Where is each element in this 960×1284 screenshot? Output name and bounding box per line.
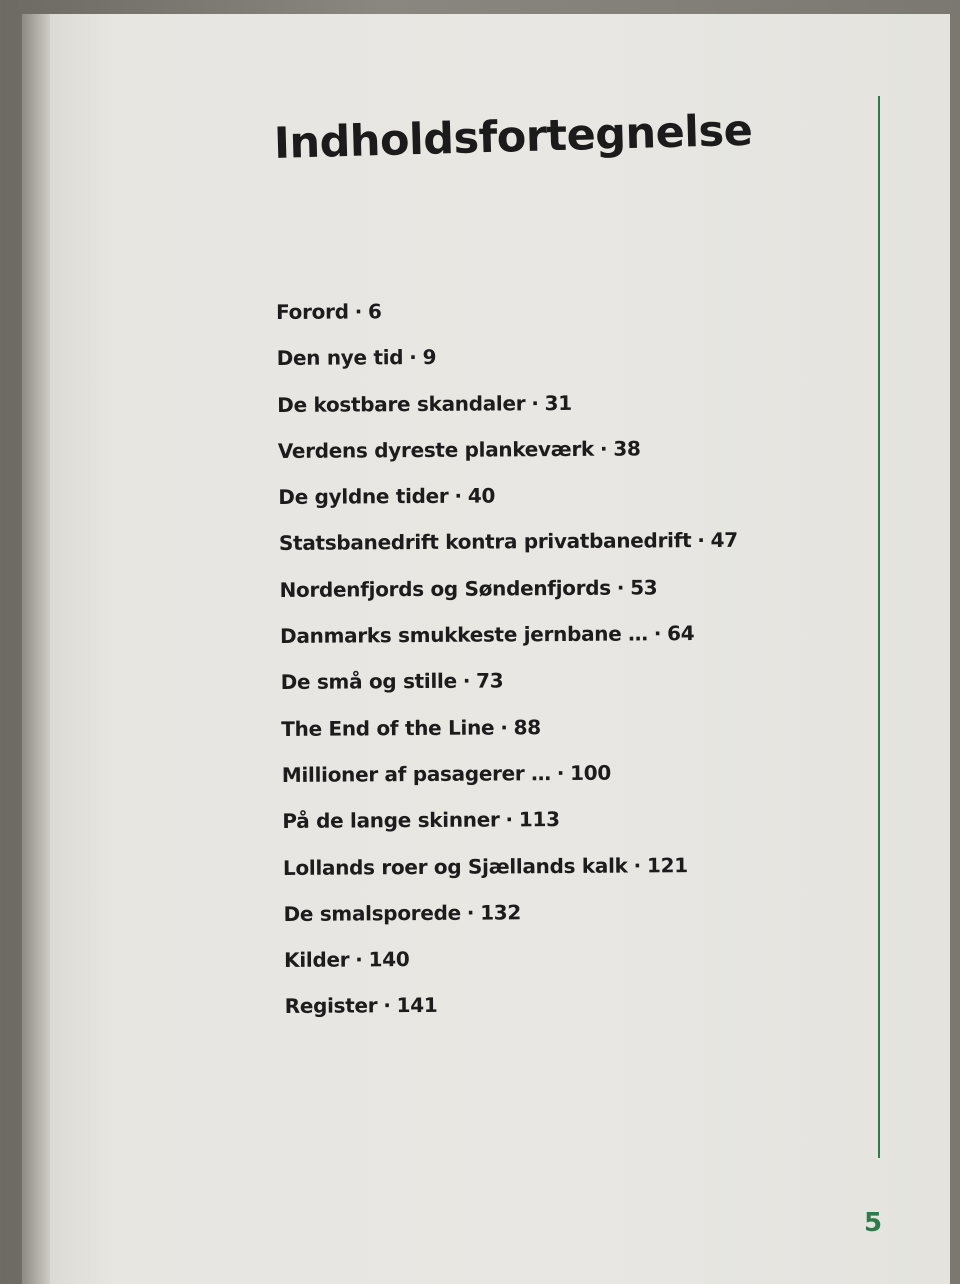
toc-entry — [283, 899, 740, 948]
separator-dot: · — [409, 345, 417, 370]
toc-entry-label: Danmarks smukkeste jernbane … — [280, 621, 648, 649]
toc-entry-label: Register — [284, 993, 378, 1019]
toc-entry-page: 121 — [646, 852, 688, 877]
toc-entry-page: 140 — [368, 947, 410, 972]
toc-entry — [277, 389, 737, 439]
toc-entry-label: Statsbanedrift kontra privatbanedrift — [278, 528, 692, 556]
separator-dot: · — [466, 900, 475, 925]
separator-dot: · — [556, 760, 565, 786]
separator-dot: · — [462, 669, 471, 694]
toc-entry-label: Verdens dyreste plankeværk — [277, 436, 595, 463]
toc-entry-page: 31 — [544, 390, 572, 415]
separator-dot: · — [531, 390, 539, 415]
toc-entry — [281, 667, 739, 716]
toc-entry — [283, 852, 740, 901]
toc-entry-page: 132 — [480, 900, 522, 925]
toc-entry-page: 6 — [367, 299, 382, 324]
separator-dot: · — [633, 853, 641, 878]
separator-dot: · — [505, 807, 513, 832]
toc-entry-page: 9 — [422, 345, 437, 370]
toc-entry-page: 113 — [518, 807, 560, 832]
toc-entry-label: De små og stille — [280, 669, 457, 695]
separator-dot: · — [616, 575, 625, 600]
toc-entry-label: De kostbare skandaler — [277, 390, 526, 417]
toc-entry-label: De gyldne tider — [278, 483, 449, 510]
toc-entry — [285, 991, 742, 1040]
toc-entry-page: 38 — [613, 436, 641, 461]
separator-dot: · — [354, 299, 363, 324]
toc-entry-page: 88 — [513, 714, 541, 740]
toc-entry — [280, 621, 739, 670]
toc-entry-label: De smalsporede — [283, 900, 461, 926]
toc-entry — [282, 760, 740, 809]
toc-entry — [276, 297, 736, 347]
toc-entry — [279, 528, 738, 577]
book-page — [22, 14, 950, 1284]
toc-entry — [281, 713, 739, 762]
toc-entry — [279, 575, 738, 624]
page-title: Indholdsfortegnelse — [273, 105, 753, 169]
toc-entry — [278, 436, 738, 486]
toc-entry — [277, 343, 737, 393]
separator-dot: · — [383, 993, 391, 1018]
separator-dot: · — [653, 621, 662, 646]
toc-entry-page: 141 — [396, 993, 438, 1018]
page-number: 5 — [864, 1208, 883, 1238]
separator-dot: · — [355, 947, 363, 972]
toc-entry-label: Den nye tid — [276, 345, 404, 371]
toc-entry-page: 73 — [476, 668, 504, 693]
toc-entry-page: 40 — [467, 483, 496, 508]
toc-entry-label: Millioner af pasagerer … — [281, 761, 551, 787]
separator-dot: · — [500, 715, 508, 740]
toc-entry-page: 100 — [570, 760, 612, 785]
toc-entry-label: Kilder — [284, 947, 350, 973]
toc-entry-label: Nordenfjords og Søndenfjords — [279, 575, 611, 602]
toc-entry — [284, 945, 741, 994]
toc-entry — [278, 482, 737, 532]
green-vertical-rule — [878, 96, 880, 1158]
separator-dot: · — [454, 483, 462, 508]
toc-entry-page: 47 — [710, 528, 738, 553]
separator-dot: · — [697, 528, 705, 553]
toc-entry-label: The End of the Line — [281, 715, 495, 741]
toc-entry-label: Forord — [276, 299, 349, 324]
toc-entry-page: 53 — [630, 575, 658, 600]
toc-entry-label: Lollands roer og Sjællands kalk — [282, 853, 628, 880]
table-of-contents — [276, 297, 741, 1041]
toc-entry-label: På de lange skinner — [282, 807, 500, 834]
toc-entry — [282, 806, 740, 855]
separator-dot: · — [599, 436, 608, 461]
toc-entry-page: 64 — [667, 621, 695, 646]
page-gutter — [22, 14, 50, 1284]
